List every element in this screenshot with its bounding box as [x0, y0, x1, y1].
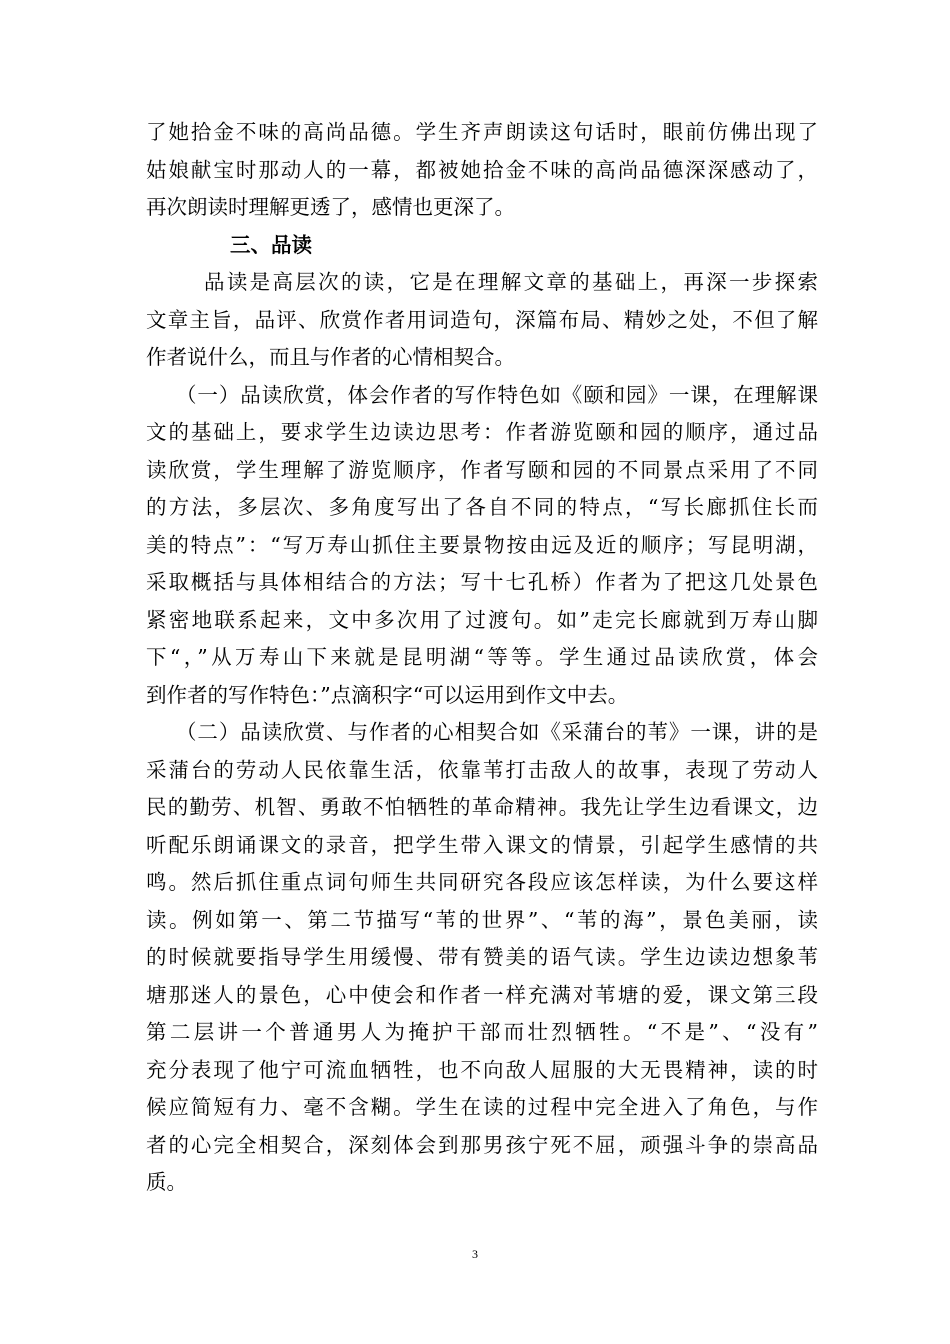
text-line: 者的心完全相契合，深刻体会到那男孩宁死不屈，顽强斗争的崇高品	[146, 1132, 818, 1157]
part-two-paragraph	[146, 714, 818, 1202]
text-line: 读欣赏，学生理解了游览顺序，作者写颐和园的不同景点采用了不同	[146, 457, 818, 482]
text-line: 读。例如第一、第二节描写“苇的世界”、“苇的海”，景色美丽，读	[146, 907, 818, 932]
page-number: 3	[472, 1247, 478, 1261]
text-line: 再次朗读时理解更透了，感情也更深了。	[146, 195, 515, 219]
text-line: 了她拾金不味的高尚品德。学生齐声朗读这句话时，眼前仿佛出现了	[146, 120, 818, 144]
text-line: 塘那迷人的景色，心中使会和作者一样充满对苇塘的爱，课文第三段	[146, 982, 818, 1007]
text-line: 听配乐朗诵课文的录音，把学生带入课文的情景，引起学生感情的共	[146, 832, 818, 857]
text-line: 文章主旨，品评、欣赏作者用词造句，深篇布局、精妙之处，不但了解	[146, 307, 818, 332]
body-text	[146, 114, 818, 1202]
text-line: 到作者的写作特色：”点滴积字“可以运用到作文中去。	[146, 682, 629, 707]
text-line: 的方法，多层次、多角度写出了各自不同的特点，“写长廊抓住长而	[146, 495, 818, 519]
intro-paragraph	[146, 264, 818, 377]
text-line: 品读是高层次的读，它是在理解文章的基础上，再深一步探索	[204, 270, 818, 294]
continuation-paragraph	[146, 114, 818, 227]
text-line: 姑娘献宝时那动人的一幕，都被她拾金不味的高尚品德深深感动了，	[146, 157, 818, 182]
text-line: 鸣。然后抓住重点词句师生共同研究各段应该怎样读，为什么要这样	[146, 870, 818, 894]
text-line: 作者说什么，而且与作者的心情相契合。	[146, 345, 515, 369]
section-heading: 三、品读	[230, 232, 312, 257]
text-line: 采蒲台的劳动人民依靠生活，依靠苇打击敌人的故事，表现了劳动人	[146, 757, 818, 782]
part-one-paragraph	[146, 377, 818, 715]
text-line: 紧密地联系起来，文中多次用了过渡句。如”走完长廊就到万寿山脚	[146, 607, 818, 632]
text-line: 的时候就要指导学生用缓慢、带有赞美的语气读。学生边读边想象苇	[146, 945, 818, 969]
text-line: 采取概括与具体相结合的方法；写十七孔桥）作者为了把这几处景色	[146, 570, 818, 594]
text-line: 充分表现了他宁可流血牺牲，也不向敌人屈服的大无畏精神，读的时	[146, 1057, 818, 1082]
text-line: （一）品读欣赏，体会作者的写作特色如《颐和园》一课，在理解课	[176, 382, 818, 407]
text-line: 美的特点”：“写万寿山抓住主要景物按由远及近的顺序；写昆明湖，	[146, 532, 818, 557]
text-line: 文的基础上，要求学生边读边思考：作者游览颐和园的顺序，通过品	[146, 420, 818, 444]
text-line: 民的勤劳、机智、勇敢不怕牺牲的革命精神。我先让学生边看课文，边	[146, 795, 818, 819]
text-line: 第二层讲一个普通男人为掩护干部而壮烈牺牲。“不是”、“没有”	[146, 1020, 818, 1044]
text-line: 下“，”从万寿山下来就是昆明湖“等等。学生通过品读欣赏，体会	[146, 645, 818, 669]
text-line: 候应简短有力、毫不含糊。学生在读的过程中完全进入了角色，与作	[146, 1095, 818, 1119]
text-line: （二）品读欣赏、与作者的心相契合如《采蒲台的苇》一课，讲的是	[176, 720, 818, 744]
text-line: 质。	[146, 1170, 187, 1194]
